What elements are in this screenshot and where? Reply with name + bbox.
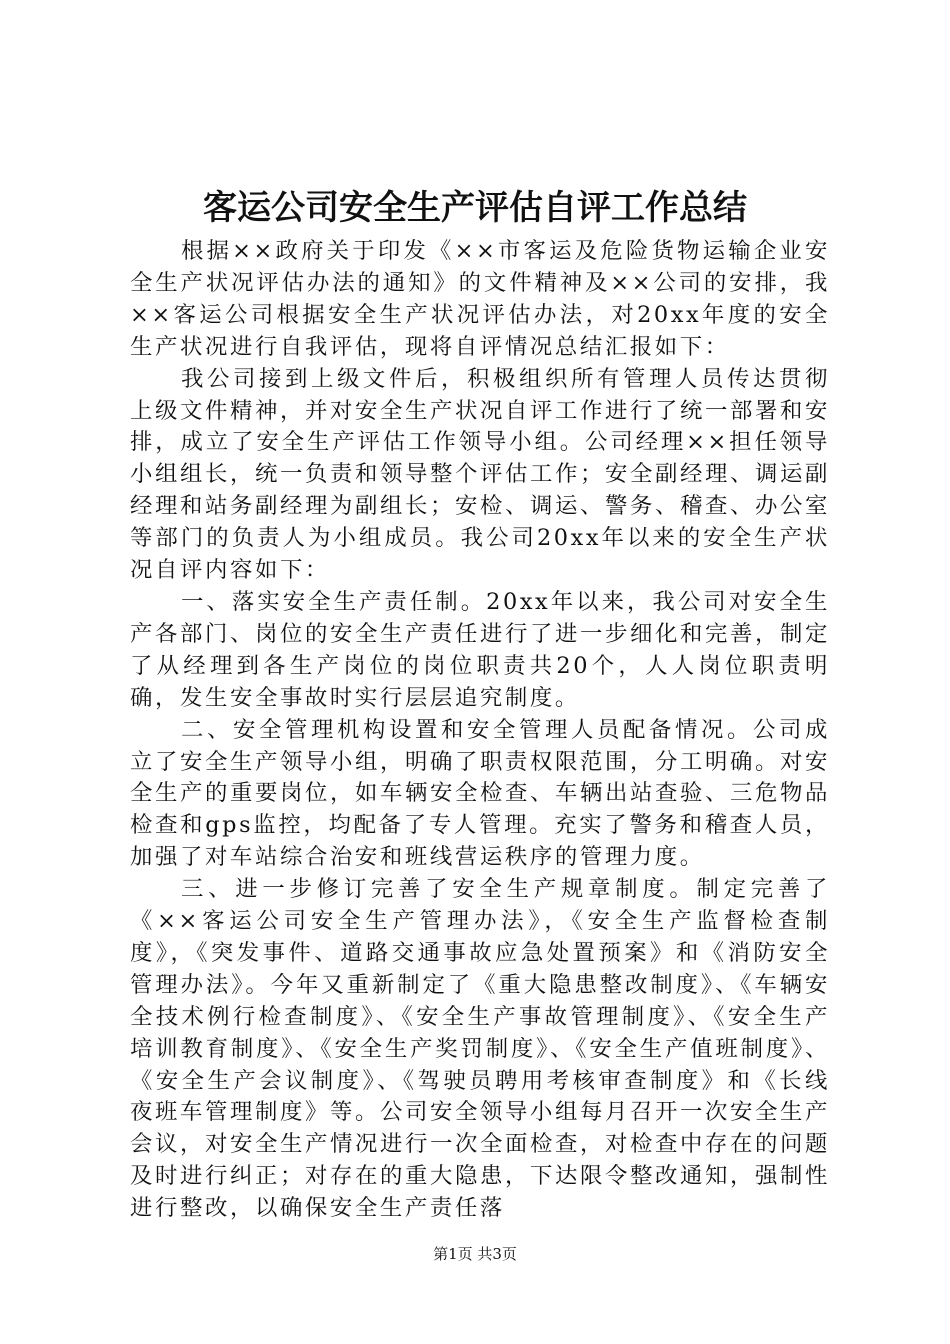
paragraph-management-staffing: 二、安全管理机构设置和安全管理人员配备情况。公司成立了安全生产领导小组，明确了职责权限范围，分工明确。对安全生产的重要岗位，如车辆安全检查、车辆出站查验、三危物品检查和gps监控，均配备了专人管理。充实了警务和稽查人员，加强了对车站综合治安和班线营运秩序的管理力度。: [130, 716, 830, 871]
document-body: [130, 236, 830, 1225]
document-title: 客运公司安全生产评估自评工作总结: [203, 188, 747, 228]
paragraph-responsibility-system: 一、落实安全生产责任制。20xx年以来，我公司对安全生产各部门、岗位的安全生产责任进行了进一步细化和完善，制定了从经理到各生产岗位的岗位职责共20个，人人岗位职责明确，发生安全事故时实行层层追究制度。: [130, 588, 830, 711]
paragraph-intro: 根据××政府关于印发《××市客运及危险货物运输企业安全生产状况评估办法的通知》的文件精神及××公司的安排，我××客运公司根据安全生产状况评估办法，对20xx年度的安全生产状况进行自我评估，现将自评情况总结汇报如下：: [130, 238, 830, 360]
paragraph-regulations: 三、进一步修订完善了安全生产规章制度。制定完善了《××客运公司安全生产管理办法》，《安全生产监督检查制度》，《突发事件、道路交通事故应急处置预案》和《消防安全管理办法》。今年又重新制定了《重大隐患整改制度》、《车辆安全技术例行检查制度》、《安全生产事故管理制度》、《安全生产培训教育制度》、《安全生产奖罚制度》、《安全生产值班制度》、《安全生产会议制度》、《驾驶员聘用考核审查制度》和《长线夜班车管理制度》等。公司安全领导小组每月召开一次安全生产会议，对安全生产情况进行一次全面检查，对检查中存在的问题及时进行纠正；对存在的重大隐患，下达限令整改通知，强制性进行整改，以确保安全生产责任落: [130, 876, 830, 1222]
paragraph-organization: 我公司接到上级文件后，积极组织所有管理人员传达贯彻上级文件精神，并对安全生产状况自评工作进行了统一部署和安排，成立了安全生产评估工作领导小组。公司经理××担任领导小组组长，统一负责和领导整个评估工作；安全副经理、调运副经理和站务副经理为副组长；安检、调运、警务、稽查、办公室等部门的负责人为小组成员。我公司20xx年以来的安全生产状况自评内容如下：: [130, 365, 830, 584]
page-number-footer: 第1页 共3页: [433, 1245, 517, 1263]
